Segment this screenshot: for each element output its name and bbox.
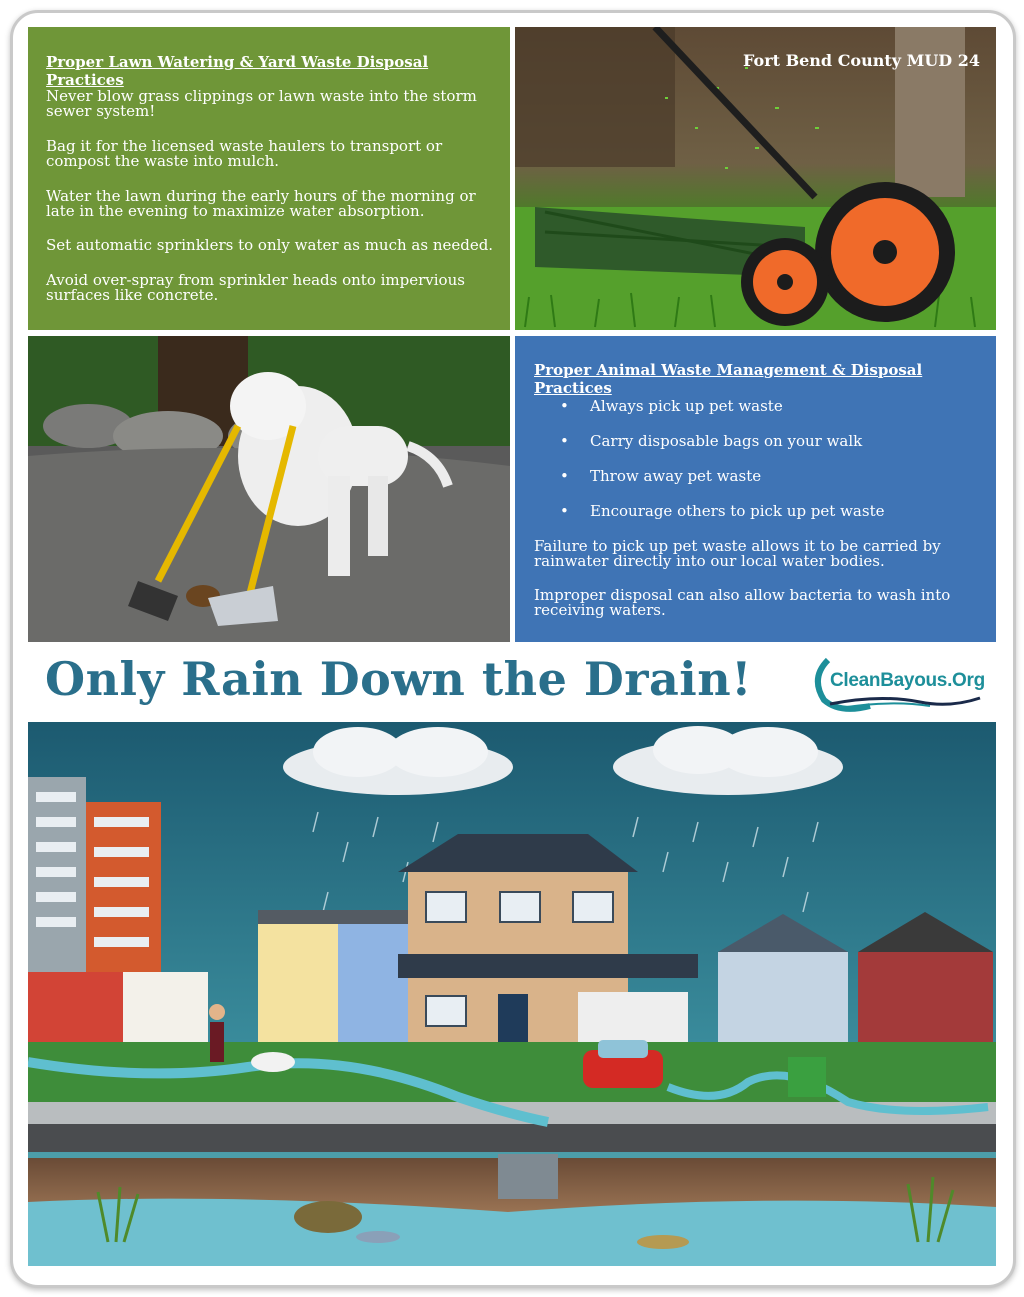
animal-bullet-item xyxy=(560,432,862,450)
animal-bullet-item xyxy=(560,467,761,485)
lawn-paragraph: Never blow grass clippings or lawn waste into the storm sewer system! xyxy=(46,87,477,120)
dog-scooper-photo xyxy=(28,336,510,642)
animal-bullet-item xyxy=(560,502,884,520)
animal-paragraph: Improper disposal can also allow bacteria to wash into receiving waters. xyxy=(534,586,951,619)
bullet-dot: • xyxy=(560,502,569,520)
animal-bullet-item xyxy=(560,397,783,415)
lawn-heading: Proper Lawn Watering & Yard Waste Disposal Practices xyxy=(46,53,429,89)
lawn-paragraph: Water the lawn during the early hours of the morning or late in the evening to maximize water absorption. xyxy=(46,187,476,220)
county-name: Fort Bend County MUD 24 xyxy=(743,51,980,70)
lawn-mower-photo xyxy=(515,27,996,330)
bullet-text: Always pick up pet waste xyxy=(590,397,783,415)
bullet-text: Throw away pet waste xyxy=(590,467,762,485)
lawn-paragraph: Set automatic sprinklers to only water as much as needed. xyxy=(46,236,494,254)
bullet-text: Carry disposable bags on your walk xyxy=(590,432,863,450)
logo-text: CleanBayous.Org xyxy=(830,670,985,691)
animal-paragraph: Failure to pick up pet waste allows it to be carried by rainwater directly into our local water bodies. xyxy=(534,537,941,570)
bullet-dot: • xyxy=(560,397,569,415)
cleanbayous-logo[interactable] xyxy=(810,654,986,714)
bullet-dot: • xyxy=(560,467,569,485)
lawn-paragraph: Avoid over-spray from sprinkler heads onto impervious surfaces like concrete. xyxy=(46,271,465,304)
lawn-paragraph: Bag it for the licensed waste haulers to transport or compost the waste into mulch. xyxy=(46,137,443,170)
page-title: Only Rain Down the Drain! xyxy=(45,652,752,706)
bullet-dot: • xyxy=(560,432,569,450)
lawn-practices-panel xyxy=(28,27,510,330)
bullet-text: Encourage others to pick up pet waste xyxy=(590,502,885,520)
animal-waste-panel xyxy=(515,336,996,642)
animal-heading: Proper Animal Waste Management & Disposal Practices xyxy=(534,361,923,397)
stormwater-scene-illustration xyxy=(28,722,996,1266)
